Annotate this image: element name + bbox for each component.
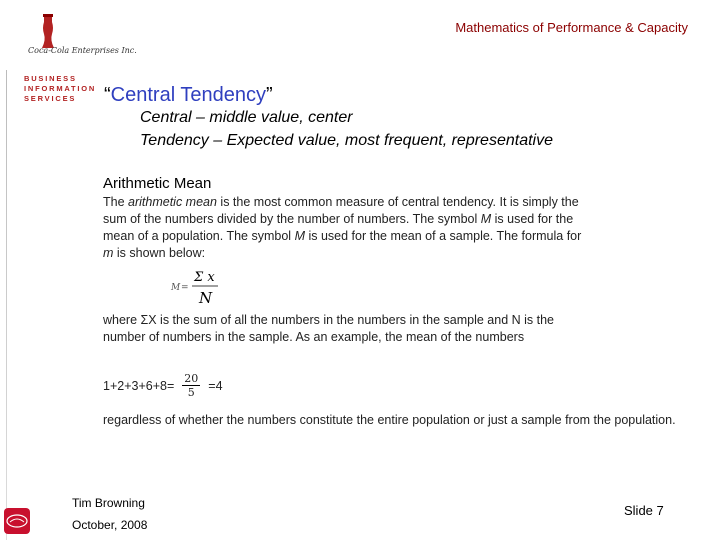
- close-quote: ”: [265, 84, 273, 106]
- example-denominator: 5: [187, 386, 195, 399]
- text-run: The: [103, 195, 129, 209]
- section-title: Arithmetic Mean: [103, 175, 212, 192]
- text-run: is the most common measure of central tendency. It is simply the sum of the numbers divided by the number of numbers. The symbol: [103, 195, 579, 226]
- open-quote: “: [104, 84, 111, 106]
- text-run: is used for the mean of a population. The symbol: [103, 212, 574, 243]
- example-fraction: [182, 372, 200, 399]
- subtitle-tendency: Tendency – Expected value, most frequent, representative: [140, 132, 553, 149]
- slide-heading: [104, 84, 273, 107]
- example-result: =4: [208, 378, 223, 393]
- closing-paragraph: regardless of whether the numbers constitute the entire population or just a sample from the population.: [103, 413, 676, 427]
- example-numerator: 20: [184, 372, 199, 385]
- formula-equals: =: [181, 283, 189, 293]
- bottle-icon: [28, 14, 68, 50]
- example-expression: 1+2+3+6+8=: [103, 378, 175, 393]
- sidebar-divider: [6, 70, 7, 540]
- footer-logo-mark: [4, 508, 30, 534]
- logo-caps-line: BUSINESS: [24, 74, 77, 83]
- slide-number: Slide 7: [624, 503, 664, 518]
- text-run-italic: arithmetic mean: [128, 195, 217, 209]
- heading-text: Central Tendency: [110, 84, 266, 106]
- example-calculation: [103, 372, 223, 399]
- subtitle-central: Central – middle value, center: [140, 109, 353, 126]
- formula-lhs: M: [171, 283, 181, 293]
- text-run-italic: M: [480, 212, 492, 226]
- formula-denominator: N: [199, 289, 213, 307]
- author-name: Tim Browning: [72, 496, 145, 510]
- presentation-title: Mathematics of Performance & Capacity: [455, 20, 688, 35]
- text-run: is shown below:: [113, 246, 206, 260]
- company-logo: [18, 14, 137, 104]
- text-run-italic: m: [103, 246, 114, 260]
- text-run: is used for the mean of a sample. The formula for: [304, 229, 582, 243]
- logo-caps-text: [24, 74, 96, 104]
- formula-numerator: Σ x: [194, 270, 215, 285]
- mean-definition-paragraph: [103, 194, 583, 262]
- logo-caps-line: INFORMATION: [24, 84, 97, 93]
- mean-formula: [170, 268, 230, 308]
- logo-caps-line: SERVICES: [24, 94, 77, 103]
- sum-explanation-paragraph: where ΣX is the sum of all the numbers in the numbers in the sample and N is the number of numbers in the sample. As an example, the mean of the numbers: [103, 313, 555, 344]
- presentation-date: October, 2008: [72, 518, 148, 532]
- logo-script-text: Coca-Cola Enterprises Inc.: [28, 46, 137, 55]
- text-run-italic: M: [294, 229, 305, 243]
- footer-logo-icon: [4, 508, 30, 534]
